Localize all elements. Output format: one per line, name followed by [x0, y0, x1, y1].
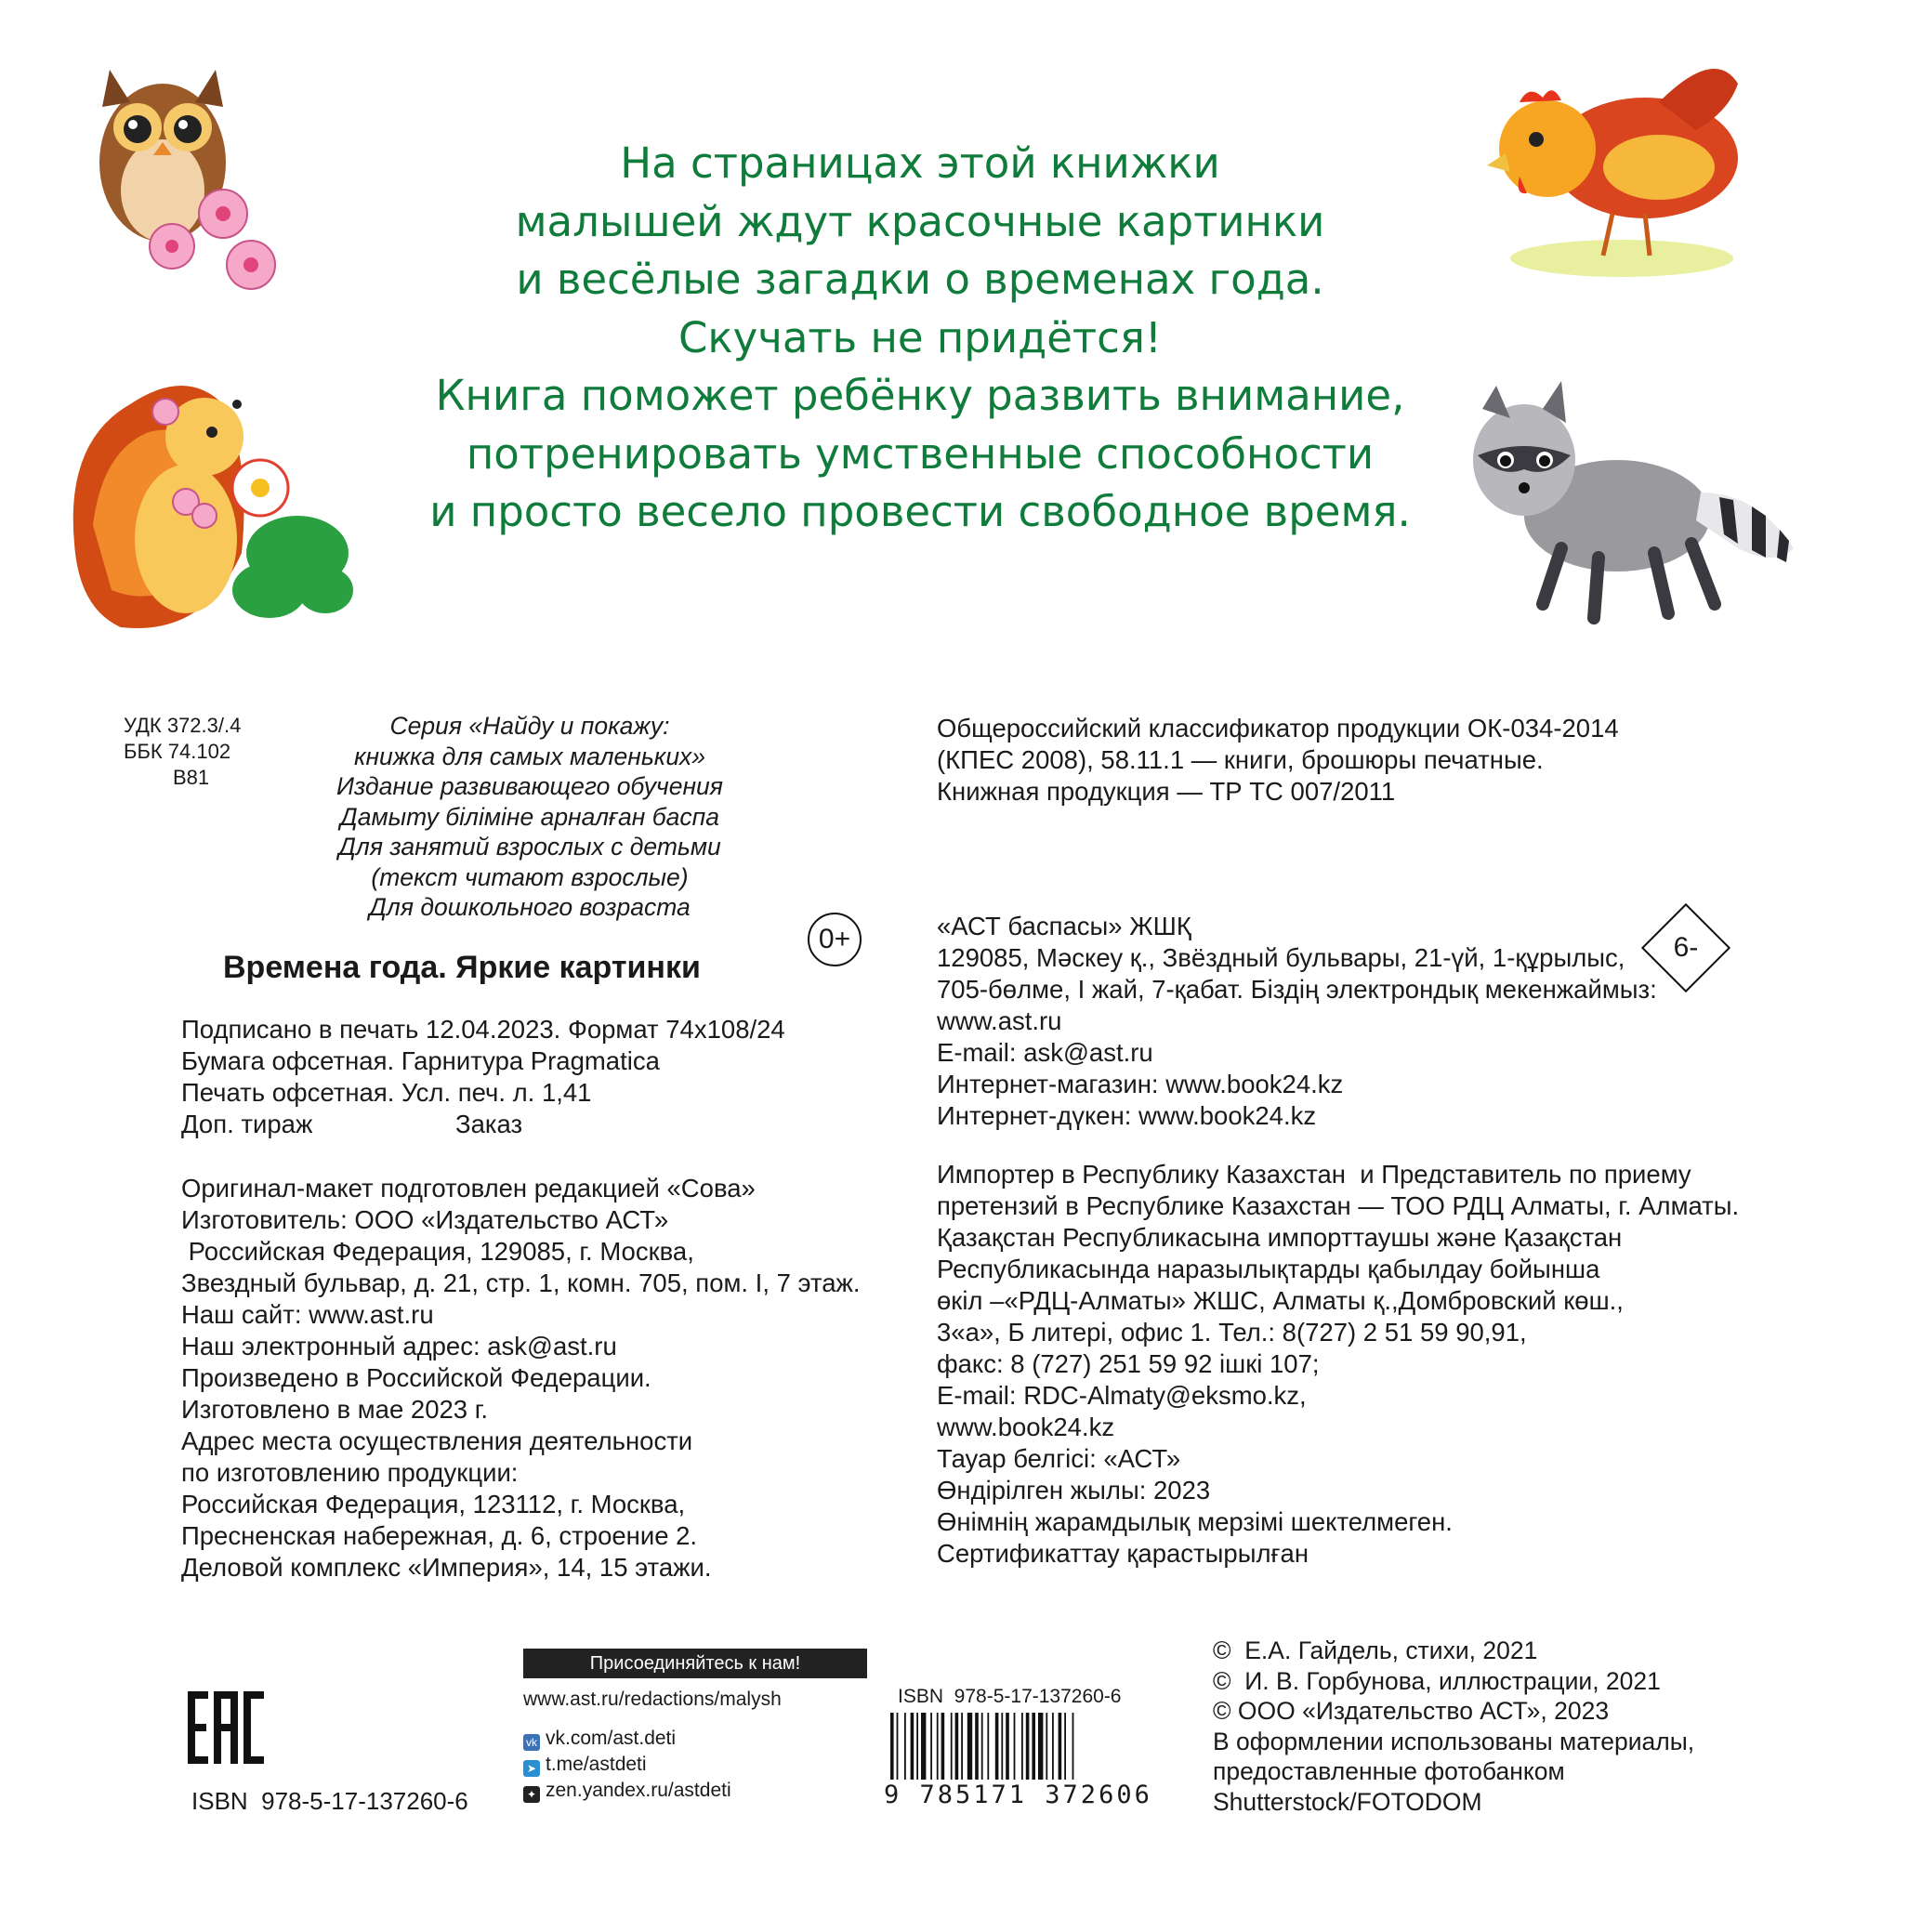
- publisher-line: Деловой комплекс «Империя», 14, 15 этажи.: [181, 1553, 712, 1582]
- social-link-text: zen.yandex.ru/astdeti: [546, 1780, 731, 1801]
- importer-line: Сертификаттау қарастырылған: [937, 1539, 1309, 1568]
- publisher-line: Изготовлено в мае 2023 г.: [181, 1395, 489, 1424]
- social-link-vk[interactable]: [523, 1726, 731, 1752]
- publisher-line: Наш сайт: www.ast.ru: [181, 1300, 434, 1329]
- kz-publisher-line: «АСТ баспасы» ЖШҚ: [937, 912, 1191, 940]
- copyright-line: предоставленные фотобанком: [1213, 1757, 1565, 1785]
- age-badge-text: 6-: [1673, 932, 1699, 963]
- barcode: [888, 1713, 1132, 1780]
- kz-publisher-line: www.ast.ru: [937, 1006, 1062, 1035]
- print-info-line: Бумага офсетная. Гарнитура Pragmatica: [181, 1046, 660, 1075]
- copyright-line: © ООО «Издательство АСТ», 2023: [1213, 1697, 1610, 1725]
- okpd-line: Книжная продукция — ТР ТС 007/2011: [937, 777, 1396, 806]
- series-info: [288, 711, 771, 923]
- age-badge-0plus: 0+: [808, 913, 862, 966]
- kz-publisher-line: 129085, Мәскеу қ., Звёздный бульвары, 21-үй, 1-құрылыс,: [937, 943, 1625, 972]
- kz-publisher-info: [937, 911, 1657, 1132]
- importer-info: [937, 1159, 1739, 1570]
- author-mark: В81: [173, 766, 210, 789]
- publisher-info: [181, 1173, 861, 1584]
- zen-icon: ✦: [523, 1786, 540, 1803]
- importer-line: E-mail: RDC-Almaty@eksmo.kz,: [937, 1381, 1307, 1410]
- okpd-info: [937, 713, 1619, 808]
- print-info-line: Подписано в печать 12.04.2023. Формат 74x108/24: [181, 1015, 785, 1044]
- intro-line: Книга поможет ребёнку развить внимание,: [435, 371, 1405, 420]
- publisher-line: Российская Федерация, 129085, г. Москва,: [181, 1237, 694, 1266]
- publisher-line: Звездный бульвар, д. 21, стр. 1, комн. 705, пом. I, 7 этаж.: [181, 1268, 861, 1297]
- barcode-digits: 9 785171 372606: [884, 1781, 1152, 1809]
- telegram-icon: ➤: [523, 1760, 540, 1777]
- importer-line: Қазақстан Республикасына импорттаушы және Қазақстан: [937, 1223, 1623, 1252]
- publisher-line: Изготовитель: ООО «Издательство АСТ»: [181, 1205, 669, 1234]
- site-link[interactable]: www.ast.ru/redactions/malysh: [523, 1689, 782, 1710]
- publisher-line: Наш электронный адрес: ask@ast.ru: [181, 1332, 617, 1360]
- importer-line: Өндірілген жылы: 2023: [937, 1476, 1211, 1505]
- intro-line: На страницах этой книжки: [620, 138, 1220, 188]
- copyright-line: © Е.А. Гайдель, стихи, 2021: [1213, 1636, 1538, 1664]
- intro-line: малышей ждут красочные картинки: [515, 196, 1325, 246]
- kz-publisher-line: Интернет-магазин: www.book24.kz: [937, 1070, 1344, 1098]
- barcode-isbn: ISBN 978-5-17-137260-6: [898, 1686, 1122, 1707]
- kz-publisher-line: Интернет-дүкен: www.book24.kz: [937, 1101, 1317, 1130]
- importer-line: Импортер в Республику Казахстан и Представитель по приему: [937, 1160, 1691, 1189]
- isbn-left: ISBN 978-5-17-137260-6: [191, 1787, 468, 1815]
- eac-certification-mark: [186, 1689, 266, 1766]
- owl-illustration: [74, 51, 297, 311]
- bbk-code: ББК 74.102: [124, 740, 231, 763]
- importer-line: факс: 8 (727) 251 59 92 ішкі 107;: [937, 1349, 1320, 1378]
- print-info-line: Доп. тираж: [181, 1110, 313, 1138]
- importer-line: өкіл –«РДЦ-Алматы» ЖШС, Алматы қ.,Домбровский көш.,: [937, 1286, 1624, 1315]
- series-line: Дамыту біліміне арналған баспа: [340, 802, 719, 831]
- importer-line: претензий в Республике Казахстан — ТОО РДЦ Алматы, г. Алматы.: [937, 1191, 1740, 1220]
- print-info: [181, 1014, 785, 1140]
- okpd-line: (КПЕС 2008), 58.11.1 — книги, брошюры печатные.: [937, 745, 1544, 774]
- print-info-line: Заказ: [455, 1110, 523, 1138]
- book-title: Времена года. Яркие картинки: [223, 950, 701, 985]
- importer-line: Тауар белгісі: «АСТ»: [937, 1444, 1181, 1473]
- series-line: Издание развивающего обучения: [336, 772, 723, 800]
- series-line: (текст читают взрослые): [371, 862, 689, 891]
- copyright-info: [1213, 1636, 1694, 1817]
- series-line: книжка для самых маленьких»: [353, 742, 706, 770]
- kz-publisher-line: 705-бөлме, I жай, 7-қабат. Біздің электрондық мекенжаймыз:: [937, 975, 1657, 1004]
- importer-line: www.book24.kz: [937, 1413, 1115, 1441]
- social-links: [523, 1726, 731, 1804]
- social-link-zen[interactable]: [523, 1778, 731, 1804]
- vk-icon: vk: [523, 1734, 540, 1751]
- intro-line: Скучать не придётся!: [678, 312, 1162, 362]
- intro-line: и просто весело провести свободное время.: [429, 487, 1411, 536]
- publisher-line: по изготовлению продукции:: [181, 1458, 519, 1487]
- print-info-line: Печать офсетная. Усл. печ. л. 1,41: [181, 1078, 592, 1107]
- social-link-text: vk.com/ast.deti: [546, 1728, 677, 1749]
- kz-publisher-line: E-mail: ask@ast.ru: [937, 1038, 1153, 1067]
- publisher-line: Оригинал-макет подготовлен редакцией «Сова»: [181, 1174, 756, 1203]
- series-line: Для дошкольного возраста: [369, 893, 691, 921]
- intro-text: [279, 135, 1561, 542]
- copyright-line: В оформлении использованы материалы,: [1213, 1727, 1695, 1755]
- publisher-line: Произведено в Российской Федерации.: [181, 1363, 651, 1392]
- series-line: Серия «Найду и покажу:: [389, 712, 670, 740]
- importer-line: Республикасында наразылықтарды қабылдау бойынша: [937, 1255, 1600, 1283]
- publisher-line: Адрес места осуществления деятельности: [181, 1426, 693, 1455]
- classification-codes: [124, 713, 241, 791]
- social-link-text: t.me/astdeti: [546, 1754, 647, 1775]
- intro-line: и весёлые загадки о временах года.: [516, 255, 1324, 304]
- publisher-line: Российская Федерация, 123112, г. Москва,: [181, 1490, 686, 1518]
- series-line: Для занятий взрослых с детьми: [338, 833, 721, 861]
- join-us-banner: Присоединяйтесь к нам!: [523, 1649, 867, 1678]
- udk-code: УДК 372.3/.4: [124, 714, 242, 737]
- copyright-line: Shutterstock/FOTODOM: [1213, 1787, 1482, 1816]
- importer-line: Өнімнің жарамдылық мерзімі шектелмеген.: [937, 1507, 1453, 1536]
- okpd-line: Общероссийский классификатор продукции ОК-034-2014: [937, 714, 1619, 743]
- copyright-line: © И. В. Горбунова, иллюстрации, 2021: [1213, 1666, 1661, 1695]
- intro-line: потренировать умственные способности: [466, 428, 1375, 479]
- social-link-telegram[interactable]: [523, 1752, 731, 1778]
- importer-line: 3«а», Б литері, офис 1. Тел.: 8(727) 2 51 59 90,91,: [937, 1318, 1527, 1347]
- publisher-line: Пресненская набережная, д. 6, строение 2.: [181, 1521, 698, 1550]
